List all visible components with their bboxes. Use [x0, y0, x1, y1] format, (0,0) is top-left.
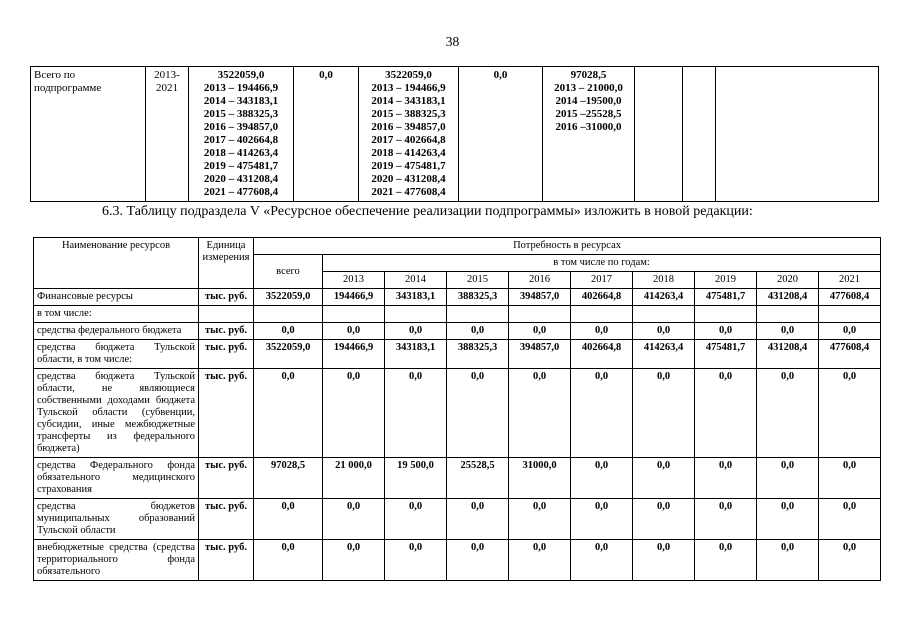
value-cell: 431208,4	[757, 340, 819, 369]
table-row	[34, 340, 881, 369]
value-cell: 0,0	[633, 369, 695, 458]
value-line: 2020 – 431208,4	[371, 173, 446, 185]
value-cell: 475481,7	[695, 289, 757, 306]
page-number: 38	[445, 34, 460, 49]
resource-name-cell: внебюджетные средства (средства территориального фонда обязательного	[34, 540, 199, 581]
value-line: 2015 – 388325,3	[371, 108, 446, 120]
value-cell: 0,0	[819, 323, 881, 340]
value-line: 2018 – 414263,4	[203, 147, 279, 159]
header-year: 2019	[695, 272, 757, 289]
federal-funding-cell: 0,0	[294, 67, 359, 202]
header-year: 2021	[819, 272, 881, 289]
value-line: 2013 – 21000,0	[554, 82, 623, 94]
value-cell: 25528,5	[447, 458, 509, 499]
fund-funding-cell	[543, 67, 635, 202]
resource-name-cell: Финансовые ресурсы	[34, 289, 199, 306]
value-line: 2016 – 394857,0	[371, 121, 446, 133]
value-line: 2021 – 477608,4	[371, 186, 446, 198]
value-line: 2019 – 475481,7	[371, 160, 446, 172]
header-resource-name: Наименование ресурсов	[34, 238, 199, 289]
value-cell: 0,0	[323, 540, 385, 581]
unit-cell: тыс. руб.	[199, 499, 254, 540]
resource-name-cell: в том числе:	[34, 306, 199, 323]
value-cell: 0,0	[695, 540, 757, 581]
value-cell: 402664,8	[571, 289, 633, 306]
subprogram-totals-table	[30, 66, 879, 202]
value-cell: 0,0	[447, 540, 509, 581]
resource-name-cell: средства бюджета Тульской области, не являющиеся собственными доходами бюджета Тульской области (субвенции, субсидии, иные межбюджетные трансферты из федерального бюджета)	[34, 369, 199, 458]
value-cell: 0,0	[757, 458, 819, 499]
value-cell: 388325,3	[447, 340, 509, 369]
value-cell: 31000,0	[509, 458, 571, 499]
header-need: Потребность в ресурсах	[254, 238, 881, 255]
value-cell: 0,0	[447, 323, 509, 340]
value-cell: 0,0	[323, 499, 385, 540]
value-cell: 0,0	[571, 499, 633, 540]
value-line: 3522059,0	[217, 69, 265, 81]
header-year: 2017	[571, 272, 633, 289]
value-cell: 0,0	[695, 458, 757, 499]
value-line: 2014 – 343183,1	[203, 95, 279, 107]
value-cell: 194466,9	[323, 340, 385, 369]
value-line: 2021 – 477608,4	[203, 186, 279, 198]
header-row	[34, 238, 881, 255]
value-cell: 0,0	[509, 499, 571, 540]
resource-name-cell: средства бюджетов муниципальных образований Тульской области	[34, 499, 199, 540]
period-line: 2021	[156, 82, 178, 94]
value-cell: 0,0	[819, 499, 881, 540]
header-year: 2018	[633, 272, 695, 289]
value-cell: 0,0	[254, 369, 323, 458]
header-unit: Единица измерения	[199, 238, 254, 289]
table-row	[34, 306, 881, 323]
value-line: 2013 – 194466,9	[203, 82, 279, 94]
value-cell: 388325,3	[447, 289, 509, 306]
empty-cell	[716, 67, 879, 202]
value-cell: 0,0	[447, 499, 509, 540]
value-cell: 0,0	[385, 369, 447, 458]
value-cell: 19 500,0	[385, 458, 447, 499]
value-cell: 0,0	[385, 323, 447, 340]
unit-cell: тыс. руб.	[199, 289, 254, 306]
value-cell: 0,0	[571, 369, 633, 458]
value-cell: 0,0	[509, 369, 571, 458]
value-cell: 0,0	[695, 499, 757, 540]
value-line: 2014 –19500,0	[555, 95, 622, 107]
value-cell: 0,0	[385, 540, 447, 581]
value-cell: 0,0	[254, 499, 323, 540]
period-cell	[146, 67, 189, 202]
table-row	[34, 458, 881, 499]
section-6-3-paragraph: 6.3. Таблицу подраздела V «Ресурсное обеспечение реализации подпрограммы» изложить в новой редакции:	[102, 204, 753, 219]
value-cell: 0,0	[323, 369, 385, 458]
value-cell: 0,0	[509, 323, 571, 340]
value-line: 2013 – 194466,9	[371, 82, 446, 94]
municipal-funding-cell: 0,0	[459, 67, 543, 202]
value-cell: 0,0	[509, 540, 571, 581]
period-line: 2013-	[154, 69, 180, 81]
value-cell: 0,0	[757, 369, 819, 458]
value-line: 2014 – 343183,1	[371, 95, 446, 107]
resource-name-cell: средства Федерального фонда обязательного медицинского страхования	[34, 458, 199, 499]
empty-cell	[683, 67, 716, 202]
value-cell	[509, 306, 571, 323]
value-cell: 0,0	[633, 458, 695, 499]
value-cell: 0,0	[447, 369, 509, 458]
unit-cell: тыс. руб.	[199, 323, 254, 340]
table-row	[34, 499, 881, 540]
resource-name-cell: средства федерального бюджета	[34, 323, 199, 340]
resource-provision-table	[33, 237, 881, 581]
value-cell: 394857,0	[509, 289, 571, 306]
value-cell	[571, 306, 633, 323]
value-cell: 402664,8	[571, 340, 633, 369]
value-line: 2018 – 414263,4	[371, 147, 446, 159]
value-cell	[819, 306, 881, 323]
header-year: 2015	[447, 272, 509, 289]
unit-cell: тыс. руб.	[199, 458, 254, 499]
value-cell: 0,0	[695, 369, 757, 458]
value-cell: 0,0	[819, 540, 881, 581]
value-cell: 477608,4	[819, 289, 881, 306]
table-row	[34, 540, 881, 581]
value-cell: 0,0	[757, 540, 819, 581]
header-year: 2020	[757, 272, 819, 289]
value-cell	[323, 306, 385, 323]
value-cell: 21 000,0	[323, 458, 385, 499]
value-cell: 394857,0	[509, 340, 571, 369]
value-cell: 414263,4	[633, 289, 695, 306]
value-line: 97028,5	[570, 69, 607, 81]
value-cell: 475481,7	[695, 340, 757, 369]
value-line: 2017 – 402664,8	[203, 134, 279, 146]
resource-name-cell: средства бюджета Тульской области, в том числе:	[34, 340, 199, 369]
table-row	[31, 67, 879, 202]
total-funding-cell	[189, 67, 294, 202]
value-line: 2020 – 431208,4	[203, 173, 279, 185]
unit-cell	[199, 306, 254, 323]
value-cell: 0,0	[254, 540, 323, 581]
value-cell	[447, 306, 509, 323]
row-label-cell: Всего по подпрограмме	[31, 67, 146, 202]
value-line: 3522059,0	[385, 69, 432, 81]
header-year: 2014	[385, 272, 447, 289]
value-cell: 0,0	[571, 458, 633, 499]
value-cell: 0,0	[695, 323, 757, 340]
value-cell: 0,0	[819, 369, 881, 458]
value-cell	[757, 306, 819, 323]
unit-cell: тыс. руб.	[199, 369, 254, 458]
value-line: 2016 – 394857,0	[203, 121, 279, 133]
unit-cell: тыс. руб.	[199, 340, 254, 369]
value-cell: 414263,4	[633, 340, 695, 369]
header-year: 2016	[509, 272, 571, 289]
value-cell	[695, 306, 757, 323]
value-cell: 0,0	[633, 323, 695, 340]
table-row	[34, 323, 881, 340]
value-cell	[385, 306, 447, 323]
unit-cell: тыс. руб.	[199, 540, 254, 581]
value-line: 2019 – 475481,7	[203, 160, 279, 172]
table-row	[34, 289, 881, 306]
value-cell: 0,0	[633, 499, 695, 540]
empty-cell	[635, 67, 683, 202]
value-cell: 343183,1	[385, 340, 447, 369]
value-line: 2016 –31000,0	[555, 121, 622, 133]
value-cell: 0,0	[385, 499, 447, 540]
value-cell: 0,0	[757, 323, 819, 340]
header-total: всего	[254, 255, 323, 289]
value-cell: 0,0	[819, 458, 881, 499]
value-cell	[254, 306, 323, 323]
value-cell: 0,0	[571, 323, 633, 340]
table-row	[34, 369, 881, 458]
value-cell: 431208,4	[757, 289, 819, 306]
value-cell: 3522059,0	[254, 289, 323, 306]
value-cell: 0,0	[633, 540, 695, 581]
value-cell: 194466,9	[323, 289, 385, 306]
value-cell: 477608,4	[819, 340, 881, 369]
value-cell	[633, 306, 695, 323]
value-line: 2017 – 402664,8	[371, 134, 446, 146]
header-year: 2013	[323, 272, 385, 289]
value-line: 2015 –25528,5	[555, 108, 622, 120]
value-cell: 0,0	[323, 323, 385, 340]
value-cell: 0,0	[254, 323, 323, 340]
value-cell: 0,0	[757, 499, 819, 540]
value-cell: 343183,1	[385, 289, 447, 306]
header-by-years: в том числе по годам:	[323, 255, 881, 272]
regional-funding-cell	[359, 67, 459, 202]
value-cell: 0,0	[571, 540, 633, 581]
value-cell: 3522059,0	[254, 340, 323, 369]
value-line: 2015 – 388325,3	[203, 108, 279, 120]
value-cell: 97028,5	[254, 458, 323, 499]
